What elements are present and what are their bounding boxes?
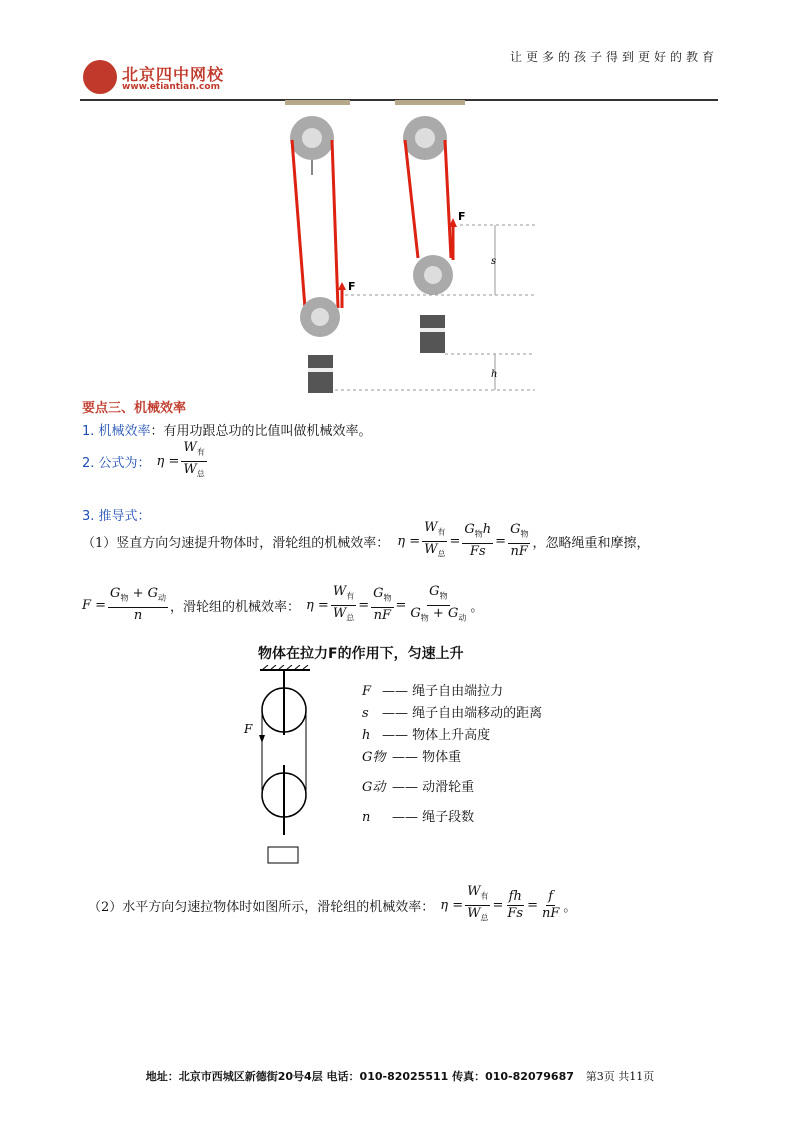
left-pulley-system (290, 116, 346, 393)
para-horizontal: （2）水平方向匀速拉物体时如图所示，滑轮组的机械效率： η = $\frac{W_有}{W_总}$ = $\frac{fh}{Fs}$ = $\frac{f}{nF}$ 。 (88, 883, 577, 923)
legend-row: s —— 绳子自由端移动的距离 (362, 706, 543, 721)
legend-row: h —— 物体上升高度 (362, 728, 491, 743)
right-pulley-system (403, 116, 457, 353)
legend-row: n —— 绳子段数 (362, 810, 475, 825)
figure2-title: 物体在拉力F的作用下，匀速上升 (258, 646, 464, 662)
header-slogan: 让更多的孩子得到更好的教育 (509, 50, 718, 64)
item-3: 3. 推导式： (82, 509, 151, 524)
pulley-figure-1 (270, 100, 540, 395)
legend-row: G物 —— 物体重 (362, 750, 462, 765)
footer-address: 地址：北京市西城区新德街20号4层 电话：010-82025511 传真：010-82079687 (145, 1070, 574, 1083)
label-F-left: F (348, 280, 356, 293)
page-footer (0, 1068, 800, 1084)
logo-url: www.etiantian.com (122, 82, 220, 92)
pulley-figure-2 (240, 665, 330, 865)
item-1: 1. 机械效率：有用功跟总功的比值叫做机械效率。 (82, 424, 372, 439)
legend-row: F —— 绳子自由端拉力 (362, 684, 504, 699)
item-2: 2. 公式为： η = $\frac{W_有}{W_总}$ (82, 440, 205, 479)
para-vertical: （1）竖直方向匀速提升物体时，滑轮组的机械效率： η = $\frac{W_有}{W_总}$ = $\frac{G_物h}{Fs}$ = $\frac{G_物}{nF}$ ，忽略绳重和摩擦， (82, 519, 650, 559)
footer-page: 第3页 共11页 (585, 1070, 655, 1083)
logo-text: 北京四中网校 (122, 65, 225, 84)
label-F: F (244, 722, 253, 736)
section-heading: 要点三、机械效率 (82, 401, 187, 416)
figure2-legend (362, 680, 542, 828)
label-s: s (491, 256, 497, 267)
para-formula-F: F = $\frac{G_物 + G_动}{n}$ ，滑轮组的机械效率： η = $\frac{W_有}{W_总}$ = $\frac{G_物}{nF}$ = $\frac{G_物}{G_物 + G_动}$ 。 (82, 583, 484, 623)
label-h: h (491, 369, 498, 380)
legend-row: G动 —— 动滑轮重 (362, 780, 475, 795)
label-F-right: F (458, 210, 466, 223)
logo-emblem (83, 60, 117, 94)
